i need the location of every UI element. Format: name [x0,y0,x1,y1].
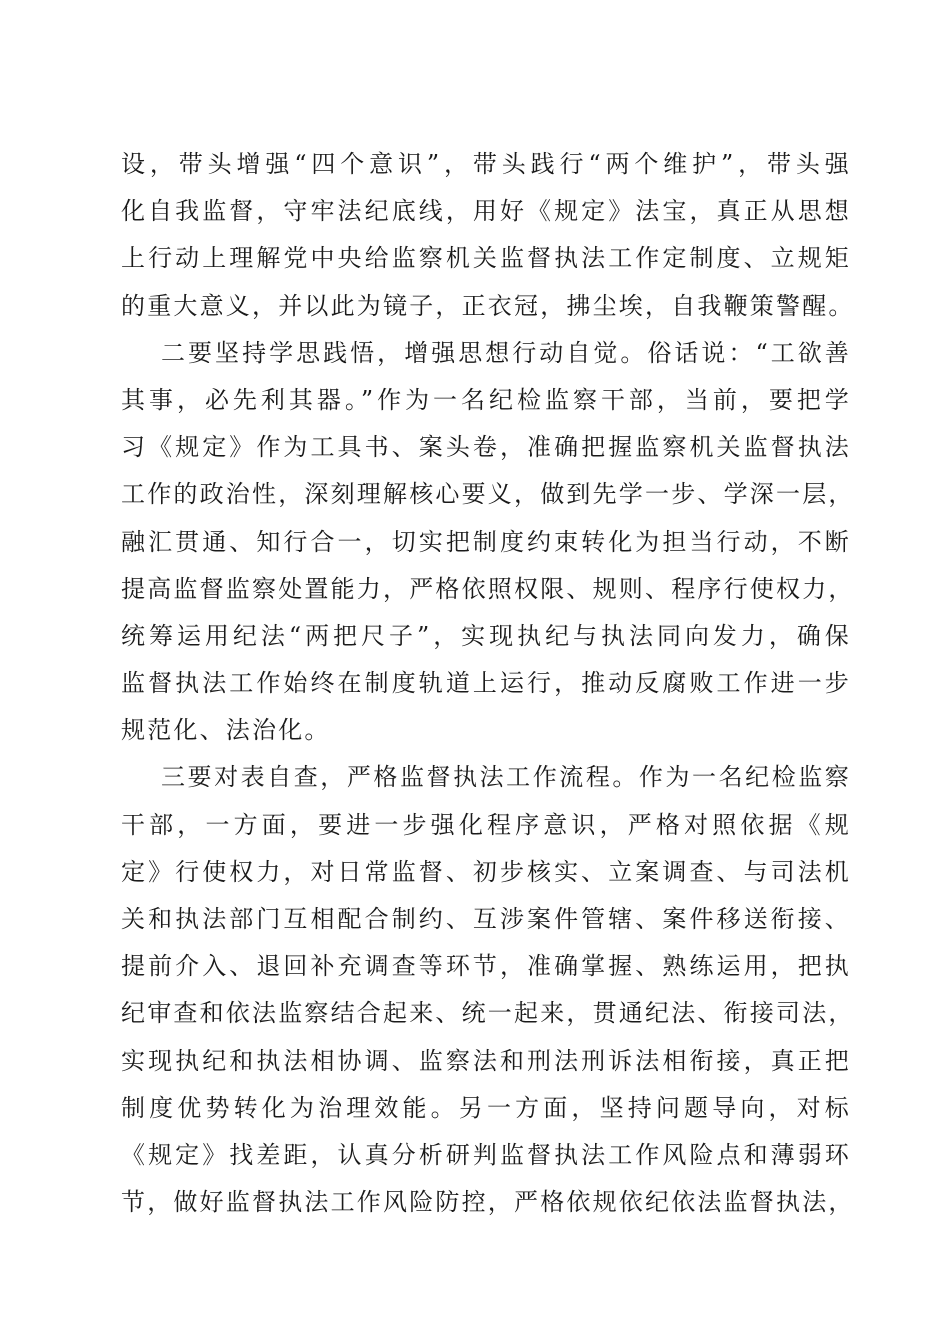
text-line: 化自我监督，守牢法纪底线，用好《规定》法宝，真正从思想 [121,197,851,226]
text-line: 上行动上理解党中央给监察机关监督执法工作定制度、立规矩 [121,244,851,273]
text-line: 实现执纪和执法相协调、监察法和刑法刑诉法相衔接，真正把 [121,1046,851,1075]
text-line: 提高监督监察处置能力，严格依照权限、规则、程序行使权力， [121,574,855,603]
paragraph-1 [121,141,855,330]
text-line: 监督执法工作始终在制度轨道上运行，推动反腐败工作进一步 [121,669,851,698]
text-line: 规范化、法治化。 [121,716,331,745]
text-line: 定》行使权力，对日常监督、初步核实、立案调查、与司法机 [121,857,851,886]
text-line: 融汇贯通、知行合一，切实把制度约束转化为担当行动，不断 [121,527,851,556]
paragraph-3 [121,754,855,1226]
text-line: 工作的政治性，深刻理解核心要义，做到先学一步、学深一层， [121,480,855,509]
text-line: 《规定》找差距，认真分析研判监督执法工作风险点和薄弱环 [121,1140,851,1169]
text-line: 节，做好监督执法工作风险防控，严格依规依纪依法监督执法， [121,1188,855,1217]
text-line: 制度优势转化为治理效能。另一方面，坚持问题导向，对标 [121,1093,851,1122]
text-line: 设，带头增强“四个意识”，带头践行“两个维护”，带头强 [121,150,851,178]
body-text [121,141,855,1226]
text-line: 的重大意义，并以此为镜子，正衣冠，拂尘埃，自我鞭策警醒。 [121,291,855,320]
paragraph-2 [121,330,855,755]
text-line: 统筹运用纪法“两把尺子”，实现执纪与执法同向发力，确保 [121,621,851,650]
text-line: 习《规定》作为工具书、案头卷，准确把握监察机关监督执法 [121,433,851,462]
text-line: 关和执法部门互相配合制约、互涉案件管辖、案件移送衔接、 [121,905,851,933]
text-line: 其事，必先利其器。”作为一名纪检监察干部，当前，要把学 [121,385,851,414]
text-line: 纪审查和依法监察结合起来、统一起来，贯通纪法、衔接司法， [121,999,855,1028]
text-line: 二要坚持学思践悟，增强思想行动自觉。俗话说：“工欲善 [161,338,851,367]
text-line: 提前介入、退回补充调查等环节，准确掌握、熟练运用，把执 [121,952,851,981]
text-line: 干部，一方面，要进一步强化程序意识，严格对照依据《规 [121,810,851,839]
text-line: 三要对表自查，严格监督执法工作流程。作为一名纪检监察 [161,763,851,792]
